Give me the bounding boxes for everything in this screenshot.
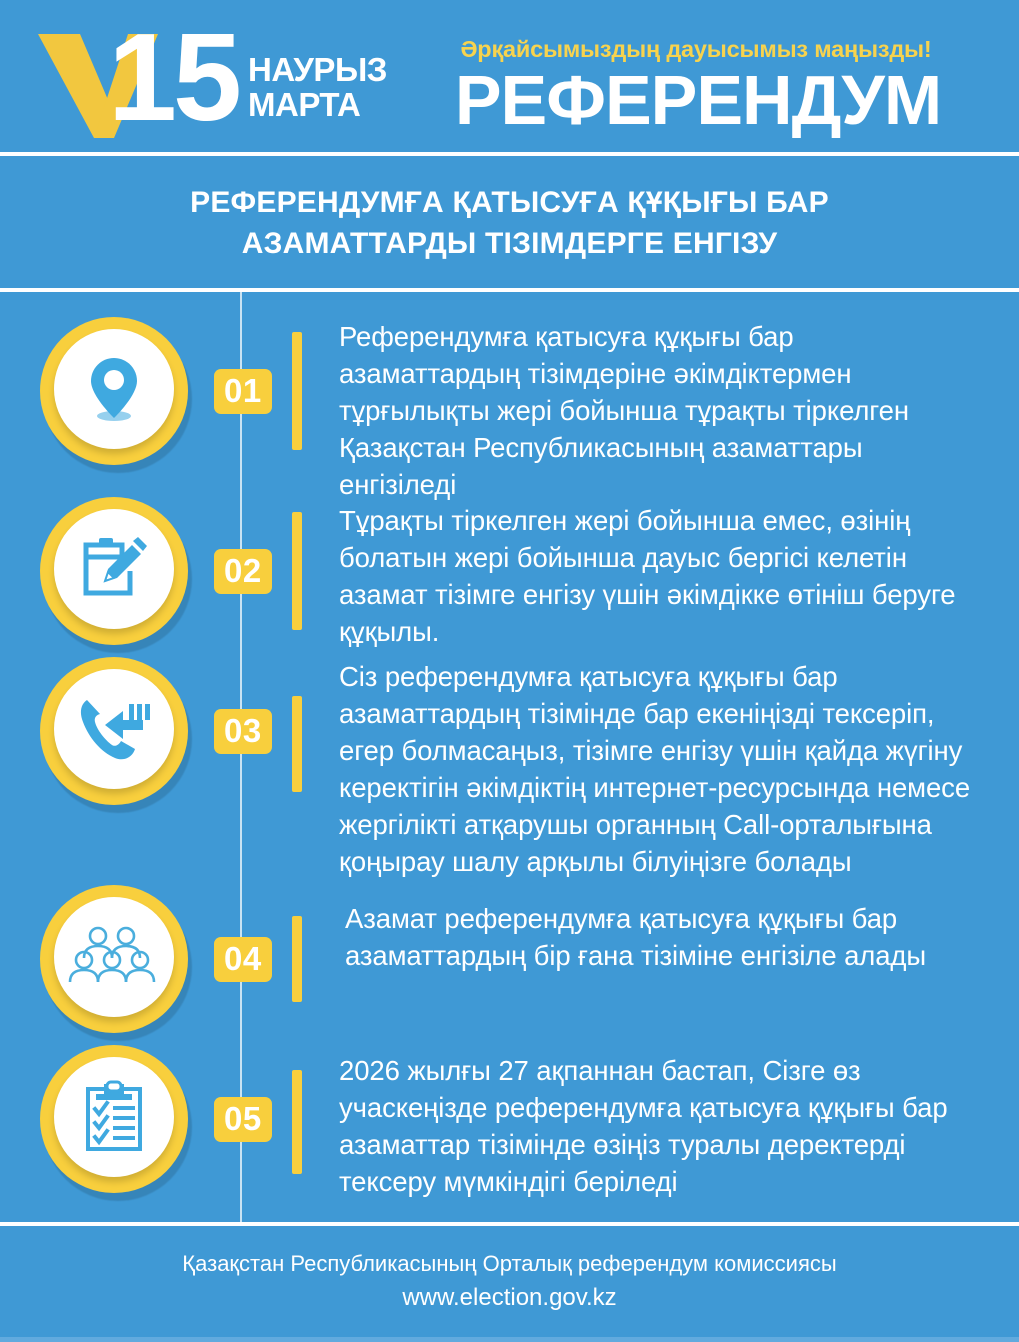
medallion-face [54,329,174,449]
step-text: 2026 жылғы 27 ақпаннан бастап, Сізге өз учаскеңізде референдумға қатысуға құқығы бар азаматтар тізімінде өзіңіз туралы деректерді тексеру мүмкіндігі беріледі [339,1055,948,1197]
subtitle-line-1: РЕФЕРЕНДУМҒА ҚАТЫСУҒА ҚҰҚЫҒЫ БАР [190,186,829,219]
medallion-face [54,897,174,1017]
logo-month-ru: МАРТА [248,86,361,123]
header-tagline: Әрқайсымыздың дауысымыз маңызды! [460,36,932,62]
people-group-icon [72,926,156,988]
step-number-column [210,874,325,1044]
step-number-badge: 03 [214,709,272,754]
step-medallion [0,486,210,656]
step-row [0,1034,1019,1212]
logo-month-labels [248,52,387,122]
checklist-clipboard-icon [83,1081,145,1153]
footer-website[interactable]: www.election.gov.kz [402,1284,617,1311]
step-accent-bar [292,512,302,630]
header-brand-title: РЕФЕРЕНДУМ [454,61,942,139]
step-accent-bar [292,696,302,792]
header-title-block [395,0,1019,152]
step-number-badge: 02 [214,549,272,594]
step-text: Тұрақты тіркелген жері бойынша емес, өзінің болатын жері бойынша дауыс бергісі келетін азамат тізімге енгізу үшін әкімдікке өтініш беруге құқылы. [339,505,956,647]
clipboard-pencil-icon [80,536,148,602]
step-number-column [210,306,325,476]
step-medallion [0,874,210,1044]
step-row [0,646,1019,877]
poster-header [0,0,1019,152]
step-text: Сіз референдумға қатысуға құқығы бар азаматтардың тізімінде бар екеніңізді тексеріп, егер болмасаңыз, тізімге енгізу үшін қайда жүгіну керектігін әкімдіктің интернет-ресурсында немесе жергілікті атқарушы органның Call-орталығына қоңырау шалу арқылы білуіңізге болады [339,661,971,877]
step-accent-bar [292,1070,302,1174]
medallion-face [54,669,174,789]
subtitle-line-2: АЗАМАТТАРДЫ ТІЗІМДЕРГЕ ЕНГІЗУ [241,227,778,260]
step-accent-bar [292,916,302,1002]
step-row [0,486,1019,646]
step-number-column [210,486,325,656]
logo-day-number: 15 [108,9,238,147]
footer-organization: Қазақстан Республикасының Орталық референдум комиссиясы [182,1251,837,1276]
step-text: Референдумға қатысуға құқығы бар азаматтардың тізімдеріне әкімдіктермен тұрғылықты жері бойынша тұрақты тіркелген Қазақстан Республикасының азаматтары енгізіледі [339,321,909,500]
poster-footer [0,1226,1019,1342]
medallion-face [54,509,174,629]
steps-list [0,292,1019,1222]
incoming-call-icon [77,694,151,764]
step-row [0,874,1019,1034]
step-number-column [210,646,325,816]
poster-subtitle [0,156,1019,288]
step-accent-bar [292,332,302,450]
step-number-badge: 04 [214,937,272,982]
location-pin-icon [83,354,145,424]
step-text: Азамат референдумға қатысуға құқығы бар азаматтардың бір ғана тізіміне енгізіле алады [345,903,927,971]
step-row [0,306,1019,500]
step-medallion [0,1034,210,1204]
step-number-badge: 01 [214,369,272,414]
date-logo [0,0,395,152]
step-medallion [0,306,210,476]
logo-month-kk: НАУРЫЗ [248,51,387,88]
footer-bottom-rule [0,1337,1019,1342]
medallion-face [54,1057,174,1177]
step-medallion [0,646,210,816]
step-number-column [210,1034,325,1204]
step-number-badge: 05 [214,1097,272,1142]
